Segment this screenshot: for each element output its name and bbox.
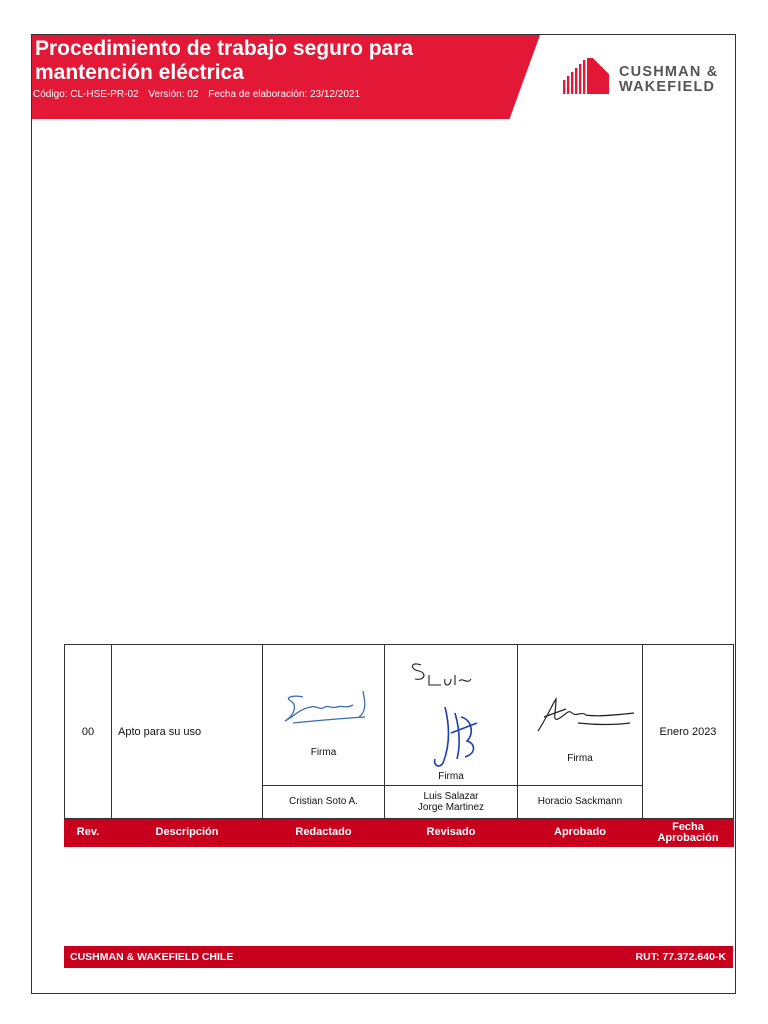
footer-company: CUSHMAN & WAKEFIELD CHILE xyxy=(70,951,234,963)
revisado-sign-label: Firma xyxy=(438,771,464,782)
revisado-name-1: Luis Salazar xyxy=(423,790,479,802)
document-code: Código: CL-HSE-PR-02 xyxy=(33,89,139,100)
approval-header-row xyxy=(65,819,734,847)
document-version: Versión: 02 xyxy=(148,89,199,100)
document-date: Fecha de elaboración: 23/12/2021 xyxy=(208,89,361,100)
aprobado-signature-icon xyxy=(526,695,636,735)
footer-band xyxy=(64,946,733,968)
redactado-sign-label: Firma xyxy=(310,747,337,758)
aprobado-name: Horacio Sackmann xyxy=(518,785,643,818)
approval-table xyxy=(64,644,734,847)
revisado-signature-1-icon xyxy=(401,657,501,691)
logo-mark-icon xyxy=(563,58,613,94)
revisado-names xyxy=(385,785,518,818)
rev-cell: 00 xyxy=(65,645,112,819)
page-frame xyxy=(31,34,736,994)
header-redactado: Redactado xyxy=(263,819,385,847)
header-rev: Rev. xyxy=(65,819,112,847)
redactado-signature-icon xyxy=(273,687,373,727)
header-aprobado: Aprobado xyxy=(518,819,643,847)
logo-line-2: WAKEFIELD xyxy=(619,79,716,95)
description-cell: Apto para su uso xyxy=(112,645,263,819)
revisado-signature-cell xyxy=(385,645,518,786)
logo-line-1: CUSHMAN & xyxy=(619,64,719,80)
aprobado-signature-cell xyxy=(518,645,643,786)
redactado-name: Cristian Soto A. xyxy=(263,785,385,818)
header-descripcion: Descripción xyxy=(112,819,263,847)
header-fecha-aprobacion xyxy=(643,819,734,847)
header-fecha-line-1: Fecha xyxy=(672,820,704,833)
revisado-signature-2-icon xyxy=(415,703,495,773)
approval-row xyxy=(65,645,734,786)
document-meta xyxy=(33,89,367,100)
fecha-cell: Enero 2023 xyxy=(643,645,734,819)
redactado-signature-cell xyxy=(263,645,385,786)
header-fecha-line-2: Aprobación xyxy=(657,831,719,844)
footer-rut: RUT: 77.372.640-K xyxy=(635,951,726,963)
aprobado-sign-label: Firma xyxy=(567,753,593,764)
document-title: Procedimiento de trabajo seguro para mantención eléctrica xyxy=(35,37,414,84)
revisado-name-2: Jorge Martinez xyxy=(417,801,485,813)
header-revisado: Revisado xyxy=(385,819,518,847)
logo-text xyxy=(619,65,718,95)
